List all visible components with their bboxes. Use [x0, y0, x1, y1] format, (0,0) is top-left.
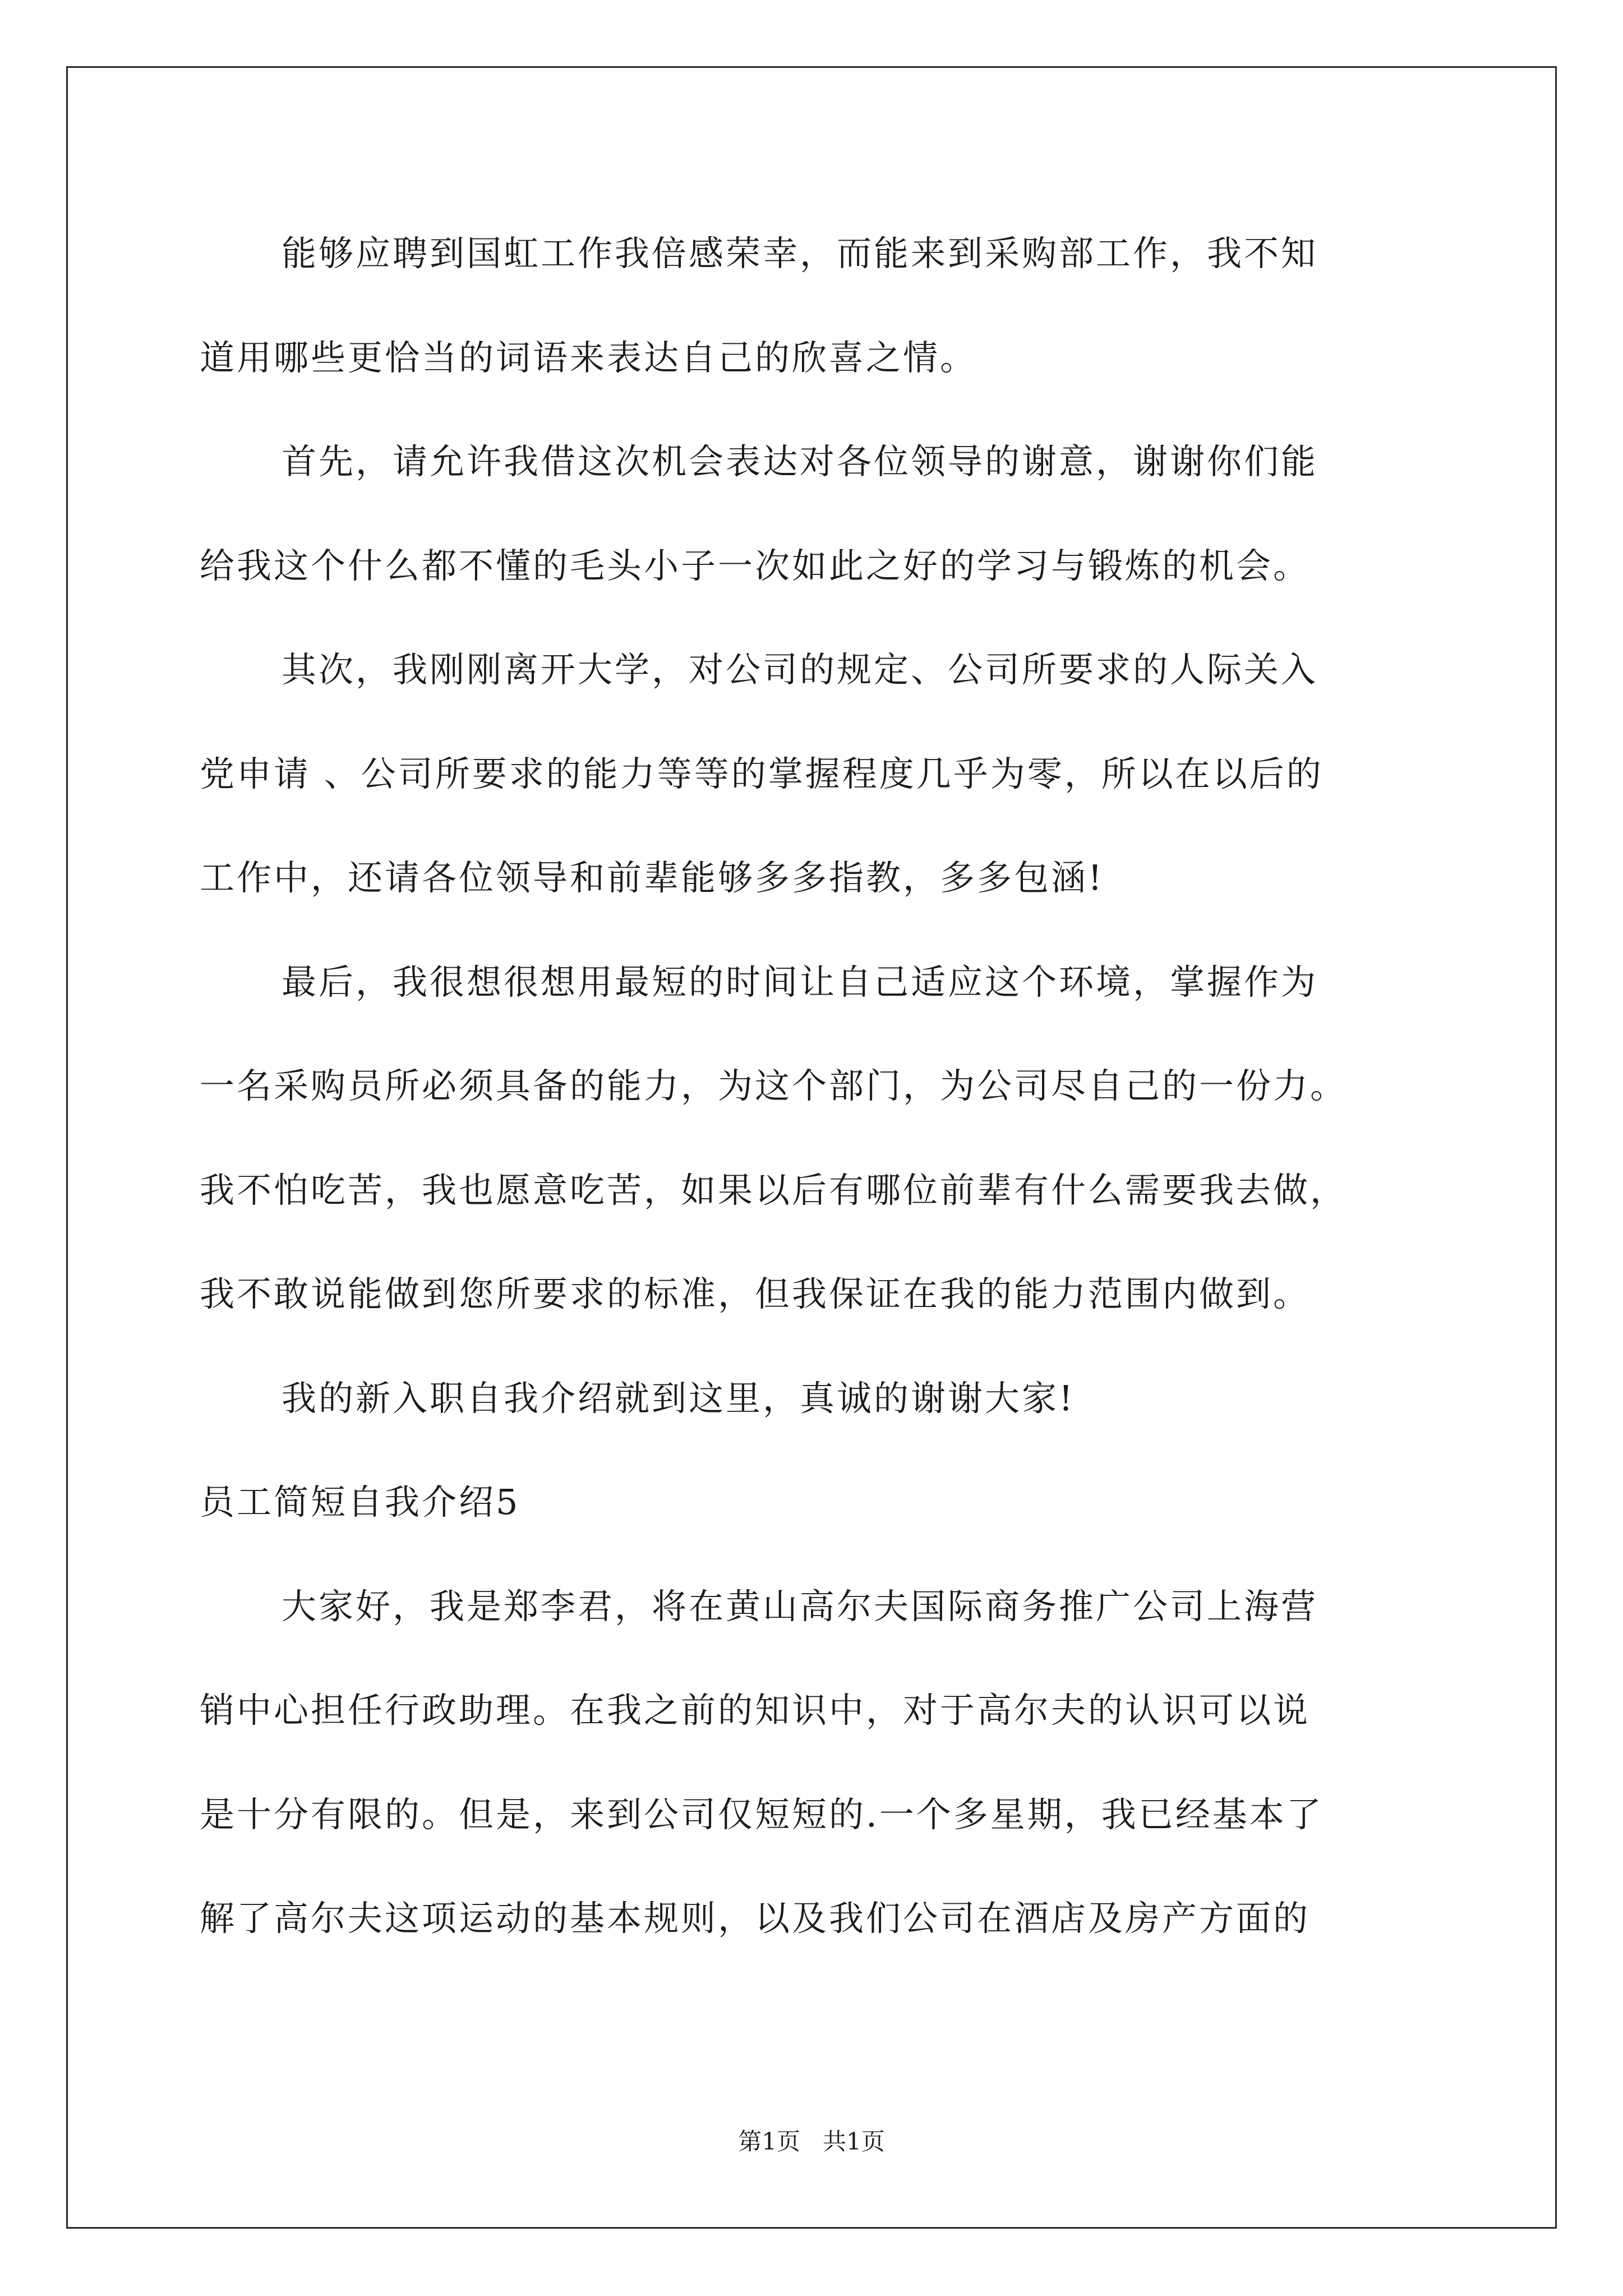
body-text-line: 是十分有限的。但是，来到公司仅短短的.一个多星期，我已经基本了	[200, 1794, 1324, 1835]
page-footer: 第1页 共1页	[738, 2128, 885, 2155]
body-text-line: 解了高尔夫这项运动的基本规则，以及我们公司在酒店及房产方面的	[200, 1898, 1311, 1939]
body-text-line: 党申请 、公司所要求的能力等等的掌握程度几乎为零，所以在以后的	[200, 753, 1324, 794]
section-heading: 员工简短自我介绍5	[200, 1481, 520, 1522]
body-text-line: 我不敢说能做到您所要求的标准，但我保证在我的能力范围内做到。	[200, 1273, 1311, 1314]
body-text-line: 销中心担任行政助理。在我之前的知识中，对于高尔夫的认识可以说	[200, 1690, 1311, 1731]
body-text-line: 给我这个什么都不懂的毛头小子一次如此之好的学习与锻炼的机会。	[200, 545, 1311, 586]
body-text-line: 我不怕吃苦，我也愿意吃苦，如果以后有哪位前辈有什么需要我去做，	[200, 1170, 1348, 1211]
body-text-line: 道用哪些更恰当的词语来表达自己的欣喜之情。	[200, 337, 978, 378]
body-text-line: 工作中，还请各位领导和前辈能够多多指教，多多包涵!	[200, 857, 1104, 898]
body-text-line: 一名采购员所必须具备的能力，为这个部门，为公司尽自己的一份力。	[200, 1065, 1348, 1106]
body-text-line: 能够应聘到国虹工作我倍感荣幸，而能来到采购部工作，我不知	[282, 233, 1318, 274]
body-text-line: 最后，我很想很想用最短的时间让自己适应这个环境，掌握作为	[282, 961, 1318, 1002]
body-text-line: 我的新入职自我介绍就到这里，真诚的谢谢大家!	[282, 1378, 1075, 1419]
body-text-line: 其次，我刚刚离开大学，对公司的规定、公司所要求的人际关入	[282, 649, 1318, 690]
body-text-line: 首先，请允许我借这次机会表达对各位领导的谢意，谢谢你们能	[282, 441, 1318, 482]
body-text-line: 大家好，我是郑李君，将在黄山高尔夫国际商务推广公司上海营	[282, 1586, 1318, 1627]
